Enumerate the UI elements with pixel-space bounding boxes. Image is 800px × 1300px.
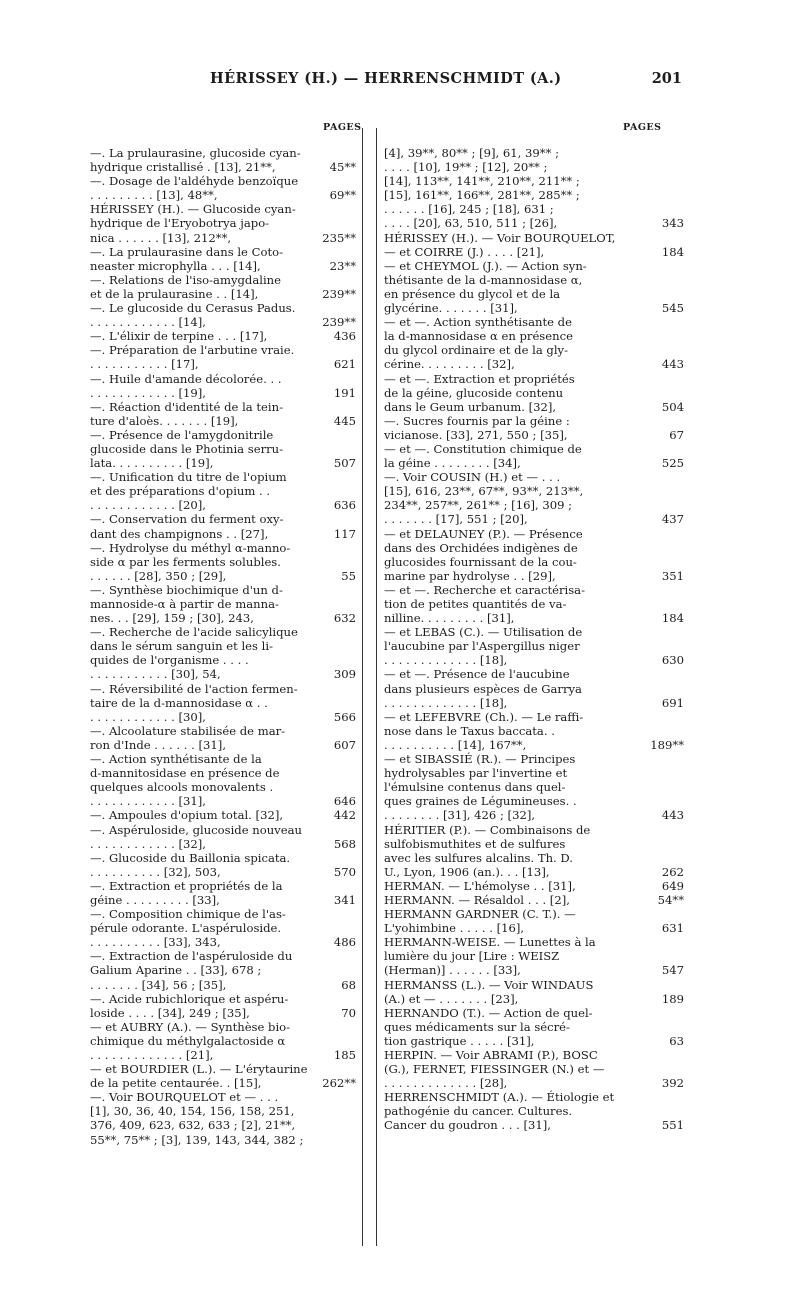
index-entry [90,823,356,851]
index-entry [384,823,684,879]
index-entry [90,428,356,470]
left-column-entries [90,146,356,1147]
index-entry [90,879,356,907]
entry-page-number: 566 [333,709,356,724]
entry-text: HERMANN GARDNER (C. T.). — L'yohimbine . . . . . [16], [384,907,576,936]
index-entry [90,1020,356,1062]
entry-text: HERNANDO (T.). — Action de quel- ques médicaments sur la sécré- tion gastrique . . . . . [31], [384,1005,593,1048]
entry-page-number: 570 [333,864,356,879]
entry-page-number: 23** [329,258,356,273]
entry-page-number: 436 [333,329,356,344]
index-entry [384,470,684,526]
entry-page-number: 445 [333,413,356,428]
entry-text: — et —. Présence de l'aucubine dans plusieurs espèces de Garrya . . . . . . . . . . . . . [18], [384,667,582,710]
entry-page-number: 309 [333,667,356,682]
index-entry [90,1090,356,1146]
entry-page-number: 568 [333,836,356,851]
entry-page-number: 607 [333,737,356,752]
entry-page-number: 54** [657,892,684,907]
entry-text: — et —. Recherche et caractérisa- tion de petites quantités de va- nilline. . . . . . . . . [31], [384,582,586,626]
entry-text: HERMANN. — Résaldol . . . [2], [384,892,570,907]
entry-page-number: 351 [661,568,684,583]
entry-page-number: 63 [669,1033,684,1048]
index-entry [384,315,684,371]
index-entry [90,583,356,625]
index-entry [384,710,684,752]
entry-text: — et —. Constitution chimique de la géine . . . . . . . . [34], [384,441,582,471]
index-entry [384,907,684,935]
entry-page-number: 691 [661,695,684,710]
index-entry [90,992,356,1020]
entry-page-number: 341 [333,892,356,907]
index-entry [90,202,356,244]
index-entry [384,935,684,977]
index-entry [384,527,684,583]
index-entry [90,541,356,583]
index-entry [384,259,684,315]
entry-page-number: 45** [329,160,356,175]
index-entry [384,146,684,231]
index-entry [90,949,356,991]
entry-text: —. Relations de l'iso-amygdaline et de la prulaurasine . . [14], [90,272,281,301]
entry-page-number: 636 [333,498,356,513]
entry-text: —. Extraction et propriétés de la géine . . . . . . . . . [33], [90,878,283,907]
index-entry [90,245,356,273]
entry-text: — et —. Extraction et propriétés de la géine, glucoside contenu dans le Geum urbanum. [32], [384,371,575,414]
entry-page-number: 262 [661,864,684,879]
index-entry [384,1006,684,1048]
index-entry [90,724,356,752]
column-rule-right [376,128,377,1246]
entry-text: —. Préparation de l'arbutine vraie. . . . . . . . . . . . [17], [90,343,295,372]
index-entry [384,1048,684,1090]
entry-page-number: 191 [333,385,356,400]
index-entry [90,343,356,371]
entry-text: — et LEFEBVRE (Ch.). — Le raffi- nose dans le Taxus baccata. . . . . . . . . . . . [14], 167**, [384,709,584,752]
entry-page-number: 443 [661,357,684,372]
entry-text: —. Alcoolature stabilisée de mar- ron d'Inde . . . . . . [31], [90,723,286,752]
entry-page-number: 70 [341,1005,356,1020]
entry-text: —. Réaction d'identité de la tein- ture d'aloès. . . . . . . [19], [90,399,283,428]
entry-text: —. Recherche de l'acide salicylique dans le sérum sanguin et les li- quides de l'organisme . . . . . . . . . . . . . . . [30], 54, [90,625,298,682]
entry-text: — et SIBASSIÉ (R.). — Principes hydrolysables par l'invertine et l'émulsine contenus dans quel- ques graines de Légumineuses. . . . . . . . . . [31], 426 ; [32], [384,752,577,823]
entry-page-number: 55 [341,568,356,583]
index-entry [384,752,684,822]
entry-page-number: 117 [333,526,356,541]
entry-text: —. La prulaurasine, glucoside cyan- hydrique cristallisé . [13], 21**, [90,146,301,175]
index-entry [384,372,684,414]
index-entry [384,1090,684,1132]
index-entry [90,682,356,724]
index-entry [90,512,356,540]
entry-text: HERRENSCHMIDT (A.). — Étiologie et pathogénie du cancer. Cultures. Cancer du goudron . . . [31], [384,1090,615,1133]
entry-text: —. Synthèse biochimique d'un d- mannoside-α à partir de manna- nes. . . [29], 159 ; [30], 243, [90,582,283,626]
entry-page-number: 547 [661,963,684,978]
index-entry [90,907,356,949]
index-entry [90,329,356,343]
entry-page-number: 630 [661,653,684,668]
entry-page-number: 67 [669,427,684,442]
entry-text: —. Unification du titre de l'opium et des préparations d'opium . . . . . . . . . . . . . . [20], [90,470,287,513]
entry-text: [4], 39**, 80** ; [9], 61, 39** ; . . . . [10], 19** ; [12], 20** ; [14], 113**, 141**, 210**, 211** ; [15], 161**, 166**, 281**, 285** ; . . . . . . [16], 245 ; [18], 631 ; . . . . [20], 63, 510, 511 ; [26], [384,146,580,231]
entry-page-number: 184 [661,611,684,626]
entry-page-number: 507 [333,456,356,471]
entry-page-number: 631 [661,921,684,936]
entry-text: —. La prulaurasine dans le Coto- neaster microphylla . . . [14], [90,244,284,273]
right-column-entries [384,146,684,1133]
entry-text: — et CHEYMOL (J.). — Action syn- thétisante de la d-mannosidase α, en présence du glycol et de la glycérine. . . . . . . [31], [384,258,587,316]
entry-text: HÉRITIER (P.). — Combinaisons de sulfobismuthites et de sulfures avec les sulfures alcalins. Th. D. U., Lyon, 1906 (an.). . . [13], [384,822,591,879]
entry-page-number: 551 [661,1118,684,1133]
entry-text: —. Glucoside du Baillonia spicata. . . . . . . . . . . [32], 503, [90,850,291,879]
entry-text: —. Dosage de l'aldéhyde benzoïque . . . . . . . . . [13], 48**, [90,174,299,203]
entry-text: —. Action synthétisante de la d-mannitosidase en présence de quelques alcools monovalents . . . . . . . . . . . . . [31], [90,752,280,809]
index-entry [384,625,684,667]
entry-page-number: 239** [322,315,356,330]
entry-page-number: 486 [333,935,356,950]
entry-page-number: 525 [661,456,684,471]
page-number: 201 [651,70,682,87]
index-entry [90,851,356,879]
entry-text: —. Voir BOURQUELOT et — . . . [1], 30, 36, 40, 154, 156, 158, 251, 376, 409, 623, 632, 633 ; [2], 21**, 55**, 75** ; [3], 139, 143, 344, 382 ; [90,1090,304,1147]
entry-page-number: 621 [333,357,356,372]
running-head: HÉRISSEY (H.) — HERRENSCHMIDT (A.) [210,70,562,87]
index-entry [90,625,356,681]
entry-text: —. Huile d'amande décolorée. . . . . . . . . . . . . . . [19], [90,371,282,400]
index-entry [90,372,356,400]
entry-page-number: 69** [329,188,356,203]
entry-page-number: 545 [661,301,684,316]
index-entry [384,231,684,259]
entry-page-number: 443 [661,808,684,823]
entry-text: —. Sucres fournis par la géine : vicianose. [33], 271, 550 ; [35], [384,413,570,442]
index-entry [90,808,356,822]
index-entry [90,1062,356,1090]
entry-text: —. Hydrolyse du méthyl α-manno- side α par les ferments solubles. . . . . . . [28], 350 ; [29], [90,540,291,583]
entry-page-number: 632 [333,611,356,626]
entry-text: —. Voir COUSIN (H.) et — . . . [15], 616, 23**, 67**, 93**, 213**, 234**, 257**, 261** ; [16], 309 ; . . . . . . . [17], 551 ; [20], [384,470,584,527]
index-entry [90,146,356,174]
entry-page-number: 185 [333,1048,356,1062]
index-entry [384,667,684,709]
entry-text: — et BOURDIER (L.). — L'érytaurine de la petite centaurée. . [15], [90,1062,308,1091]
entry-text: HÉRISSEY (H.). — Voir BOURQUELOT, — et COIRRE (J.) . . . . [21], [384,230,616,259]
entry-page-number: 262** [322,1076,356,1091]
index-entry [384,414,684,442]
entry-page-number: 189 [661,991,684,1006]
page-header [0,70,800,94]
pages-label-right: PAGES [623,122,662,133]
entry-text: — et AUBRY (A.). — Synthèse bio- chimique du méthylgalactoside α . . . . . . . . . . . . . [21], [90,1019,291,1062]
entry-page-number: 235** [322,230,356,245]
index-entry [384,893,684,907]
entry-page-number: 392 [661,1076,684,1091]
entry-page-number: 239** [322,286,356,301]
entry-text: —. Ampoules d'opium total. [32], [90,808,284,823]
entry-text: — et —. Action synthétisante de la d-mannosidase α en présence du glycol ordinaire et de la gly- cérine. . . . . . . . . [32], [384,315,573,372]
pages-label-left: PAGES [323,122,362,133]
entry-page-number: 504 [661,399,684,414]
index-entry [384,978,684,1006]
entry-text: —. Aspéruloside, glucoside nouveau . . . . . . . . . . . . [32], [90,822,302,851]
entry-page-number: 442 [333,808,356,823]
entry-text: —. Extraction de l'aspéruloside du Galium Aparine . . [33], 678 ; . . . . . . . [34], 56 ; [35], [90,949,293,992]
entry-text: —. Réversibilité de l'action fermen- taire de la d-mannosidase α . . . . . . . . . . . . . . [30], [90,681,298,724]
column-rule-left [362,128,363,1246]
entry-text: —. Présence de l'amygdonitrile glucoside dans le Photinia serru- lata. . . . . . . . . . [19], [90,427,284,471]
index-entry [384,583,684,625]
entry-page-number: 646 [333,794,356,809]
entry-text: HÉRISSEY (H.). — Glucoside cyan- hydrique de l'Eryobotrya japo- nica . . . . . . [13], 212**, [90,202,296,245]
entry-text: — et LEBAS (C.). — Utilisation de l'aucubine par l'Aspergillus niger . . . . . . . . . . . . . [18], [384,625,583,668]
entry-text: —. Composition chimique de l'as- pérule odorante. L'aspéruloside. . . . . . . . . . . [33], 343, [90,907,286,950]
entry-text: —. Le glucoside du Cerasus Padus. . . . . . . . . . . . . [14], [90,301,296,330]
entry-text: HERMANN-WEISE. — Lunettes à la lumière du jour [Lire : WEISZ (Herman)] . . . . . . [33], [384,935,596,978]
entry-text: HERMANSS (L.). — Voir WINDAUS (A.) et — . . . . . . . [23], [384,977,594,1006]
index-entry [90,752,356,808]
entry-text: —. Conservation du ferment oxy- dant des champignons . . [27], [90,512,284,541]
entry-text: —. Acide rubichlorique et aspéru- loside . . . . [34], 249 ; [35], [90,991,289,1020]
entry-page-number: 437 [661,512,684,527]
entry-page-number: 649 [661,878,684,893]
entry-page-number: 189** [650,737,684,752]
index-entry [90,400,356,428]
entry-page-number: 343 [661,216,684,231]
entry-text: —. L'élixir de terpine . . . [17], [90,329,268,344]
index-entry [90,301,356,329]
entry-page-number: 184 [661,244,684,259]
index-entry [90,470,356,512]
index-entry [90,273,356,301]
index-entry [90,174,356,202]
entry-text: — et DELAUNEY (P.). — Présence dans des Orchidées indigènes de glucosides fournissant de la cou- marine par hydrolyse . . [29], [384,526,583,583]
index-entry [384,879,684,893]
index-entry [384,442,684,470]
entry-page-number: 68 [341,977,356,992]
entry-text: HERMAN. — L'hémolyse . . [31], [384,878,576,893]
entry-text: HERPIN. — Voir ABRAMI (P.), BOSC (G.), FERNET, FIESSINGER (N.) et — . . . . . . . . . . . . . [28], [384,1048,605,1091]
